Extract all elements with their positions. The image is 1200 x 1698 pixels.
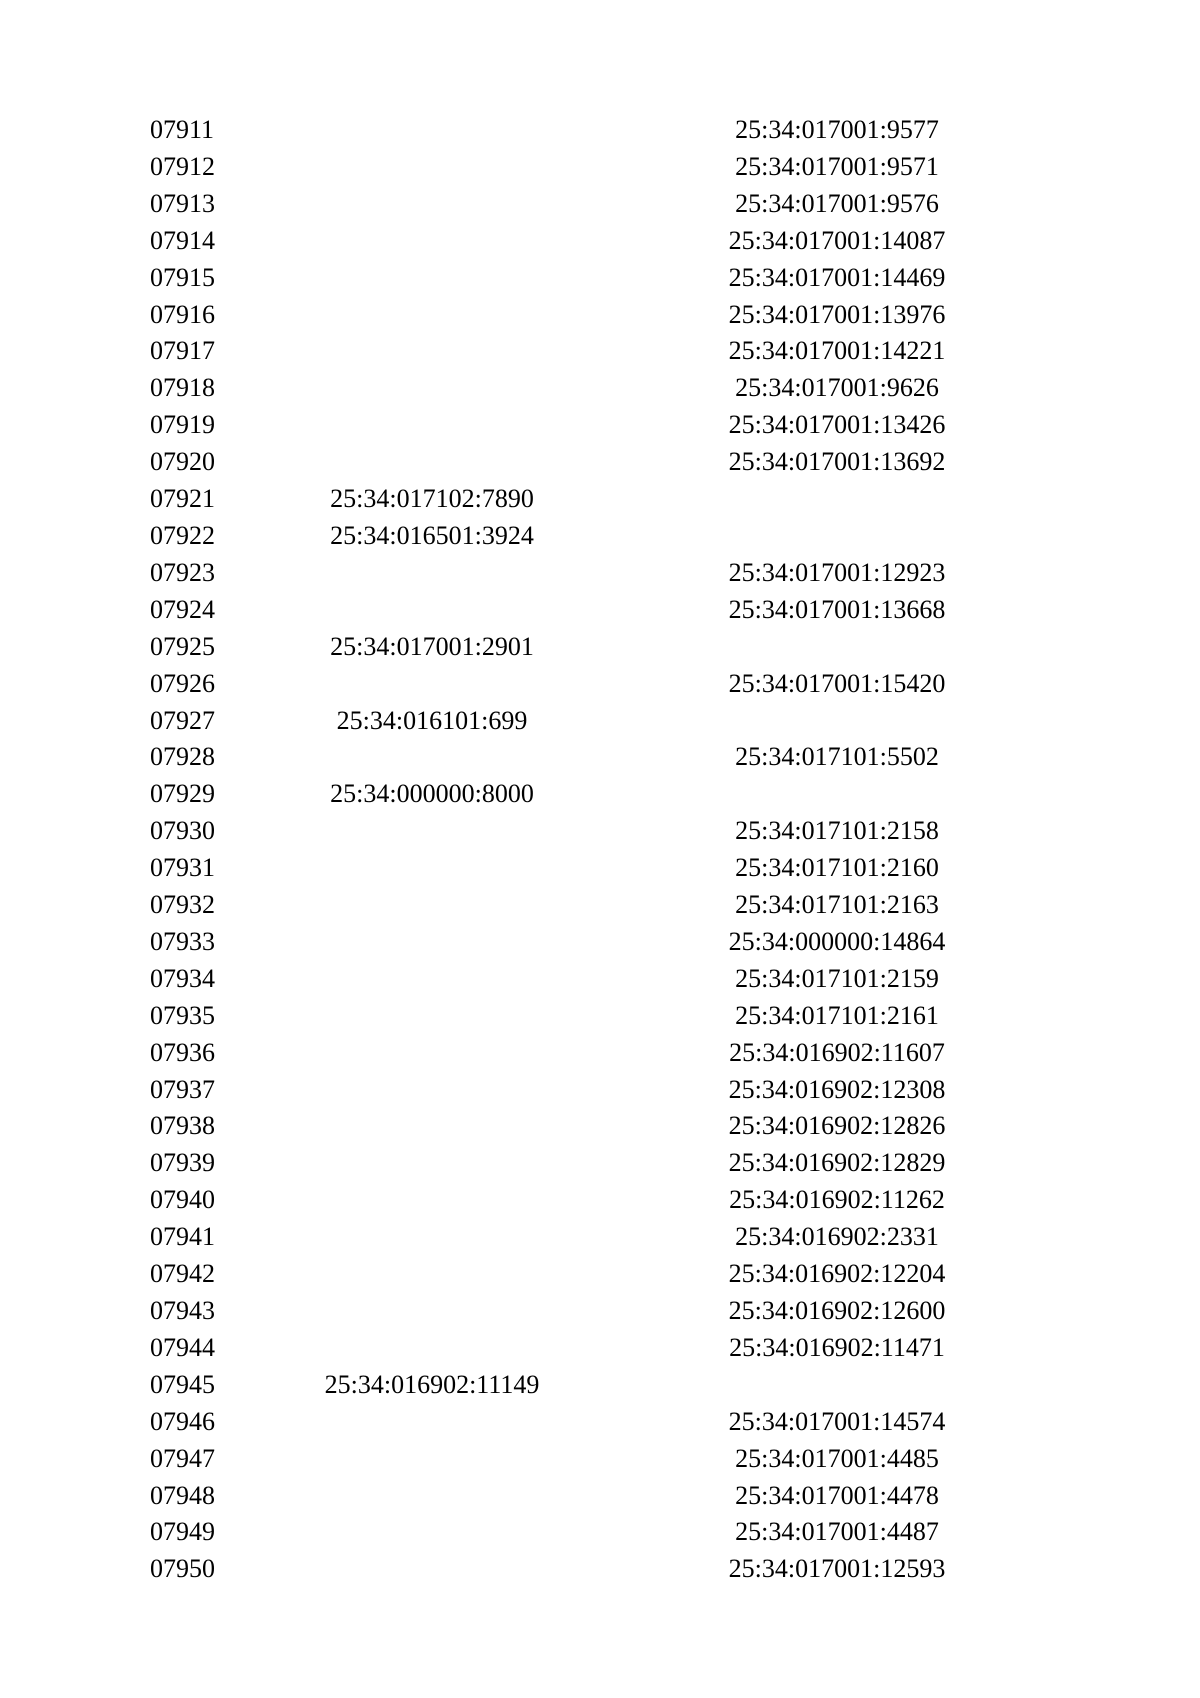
table-row bbox=[0, 260, 1200, 297]
cadastral-number-right: 25:34:017001:12593 bbox=[728, 1554, 946, 1584]
table-row bbox=[0, 1514, 1200, 1551]
cadastral-number-left: 25:34:017001:2901 bbox=[330, 631, 534, 661]
cadastral-number-right: 25:34:017001:13692 bbox=[728, 447, 946, 477]
table-row bbox=[0, 186, 1200, 223]
table-row bbox=[0, 703, 1200, 740]
row-number: 07935 bbox=[150, 1000, 215, 1030]
cadastral-number-right: 25:34:016902:12829 bbox=[728, 1148, 946, 1178]
cadastral-number-right: 25:34:017001:9576 bbox=[735, 188, 939, 218]
row-number: 07923 bbox=[150, 557, 215, 587]
row-number: 07943 bbox=[150, 1296, 215, 1325]
cadastral-number-left: 25:34:016501:3924 bbox=[330, 520, 534, 550]
row-number: 07926 bbox=[150, 668, 215, 698]
cadastral-number-right: 25:34:017101:2160 bbox=[735, 853, 939, 883]
row-number: 07920 bbox=[150, 447, 215, 477]
table-row bbox=[0, 1293, 1200, 1330]
row-number: 07911 bbox=[150, 115, 215, 144]
table-row bbox=[0, 1219, 1200, 1256]
table-row bbox=[0, 333, 1200, 370]
row-number: 07922 bbox=[150, 520, 215, 550]
table-row bbox=[0, 444, 1200, 481]
row-number: 07933 bbox=[150, 926, 215, 956]
cadastral-number-right: 25:34:017101:2163 bbox=[735, 890, 939, 920]
row-number: 07915 bbox=[150, 262, 215, 292]
cadastral-number-right: 25:34:017101:2159 bbox=[735, 963, 939, 993]
cadastral-number-right: 25:34:016902:12308 bbox=[728, 1074, 946, 1104]
row-number: 07914 bbox=[150, 225, 215, 255]
table-row bbox=[0, 112, 1200, 149]
cadastral-number-right: 25:34:017001:13426 bbox=[728, 410, 946, 440]
cadastral-number-right: 25:34:017001:4478 bbox=[735, 1480, 939, 1510]
row-number: 07930 bbox=[150, 816, 215, 846]
cadastral-number-left: 25:34:000000:8000 bbox=[330, 779, 534, 809]
row-number: 07934 bbox=[150, 963, 215, 993]
table-row bbox=[0, 739, 1200, 776]
table-row bbox=[0, 1441, 1200, 1478]
table-row bbox=[0, 149, 1200, 186]
table-row bbox=[0, 813, 1200, 850]
row-number: 07916 bbox=[150, 299, 215, 329]
table-row bbox=[0, 592, 1200, 629]
cadastral-number-right: 25:34:017001:12923 bbox=[728, 557, 946, 587]
table-row bbox=[0, 223, 1200, 260]
table-row bbox=[0, 407, 1200, 444]
row-number: 07912 bbox=[150, 151, 215, 181]
cadastral-number-left: 25:34:016101:699 bbox=[336, 705, 528, 735]
table-row bbox=[0, 1551, 1200, 1588]
record-table bbox=[0, 112, 1200, 1588]
row-number: 07931 bbox=[150, 853, 215, 883]
table-row bbox=[0, 1256, 1200, 1293]
row-number: 07919 bbox=[150, 410, 215, 440]
table-row bbox=[0, 1367, 1200, 1404]
cadastral-number-left: 25:34:016902:11149 bbox=[324, 1369, 540, 1399]
row-number: 07929 bbox=[150, 779, 215, 809]
table-row bbox=[0, 1404, 1200, 1441]
table-row bbox=[0, 924, 1200, 961]
table-row bbox=[0, 887, 1200, 924]
row-number: 07947 bbox=[150, 1443, 215, 1473]
row-number: 07937 bbox=[150, 1074, 215, 1104]
cadastral-number-right: 25:34:017001:15420 bbox=[728, 668, 946, 698]
table-row bbox=[0, 1108, 1200, 1145]
cadastral-number-right: 25:34:017101:2158 bbox=[735, 816, 939, 846]
row-number: 07941 bbox=[150, 1222, 215, 1252]
table-row bbox=[0, 961, 1200, 998]
table-row bbox=[0, 555, 1200, 592]
row-number: 07918 bbox=[150, 373, 215, 403]
cadastral-number-right: 25:34:017101:2161 bbox=[735, 1000, 939, 1030]
cadastral-number-left: 25:34:017102:7890 bbox=[330, 484, 534, 514]
cadastral-number-right: 25:34:017001:14574 bbox=[728, 1406, 946, 1436]
cadastral-number-right: 25:34:017001:9577 bbox=[735, 115, 939, 144]
row-number: 07938 bbox=[150, 1111, 215, 1141]
cadastral-number-right: 25:34:017001:13976 bbox=[728, 299, 946, 329]
cadastral-number-right: 25:34:016902:2331 bbox=[735, 1222, 939, 1252]
cadastral-number-right: 25:34:017101:5502 bbox=[735, 742, 939, 772]
row-number: 07927 bbox=[150, 705, 215, 735]
row-number: 07917 bbox=[150, 336, 215, 366]
cadastral-number-right: 25:34:016902:11471 bbox=[729, 1332, 945, 1362]
row-number: 07949 bbox=[150, 1517, 215, 1547]
table-row bbox=[0, 481, 1200, 518]
table-row bbox=[0, 850, 1200, 887]
cadastral-number-right: 25:34:017001:14469 bbox=[728, 262, 946, 292]
table-row bbox=[0, 518, 1200, 555]
table-row bbox=[0, 1330, 1200, 1367]
row-number: 07945 bbox=[150, 1369, 215, 1399]
cadastral-number-right: 25:34:000000:14864 bbox=[728, 926, 946, 956]
table-row bbox=[0, 666, 1200, 703]
table-row bbox=[0, 1072, 1200, 1109]
table-row bbox=[0, 998, 1200, 1035]
row-number: 07948 bbox=[150, 1480, 215, 1510]
table-row bbox=[0, 776, 1200, 813]
cadastral-number-right: 25:34:017001:14087 bbox=[728, 225, 946, 255]
cadastral-number-right: 25:34:016902:11262 bbox=[729, 1185, 945, 1215]
row-number: 07942 bbox=[150, 1259, 215, 1289]
cadastral-number-right: 25:34:017001:9626 bbox=[735, 373, 939, 403]
table-row bbox=[0, 1145, 1200, 1182]
row-number: 07928 bbox=[150, 742, 215, 772]
row-number: 07950 bbox=[150, 1554, 215, 1584]
cadastral-number-right: 25:34:016902:12826 bbox=[728, 1111, 946, 1141]
table-row bbox=[0, 1035, 1200, 1072]
cadastral-number-right: 25:34:017001:13668 bbox=[728, 594, 946, 624]
cadastral-number-right: 25:34:017001:4487 bbox=[735, 1517, 939, 1547]
table-row bbox=[0, 297, 1200, 334]
cadastral-number-right: 25:34:016902:11607 bbox=[729, 1037, 945, 1067]
row-number: 07924 bbox=[150, 594, 215, 624]
row-number: 07925 bbox=[150, 631, 215, 661]
cadastral-number-right: 25:34:016902:12204 bbox=[728, 1259, 946, 1289]
table-row bbox=[0, 1478, 1200, 1515]
row-number: 07939 bbox=[150, 1148, 215, 1178]
table-row bbox=[0, 629, 1200, 666]
row-number: 07932 bbox=[150, 890, 215, 920]
row-number: 07921 bbox=[150, 484, 215, 514]
row-number: 07940 bbox=[150, 1185, 215, 1215]
cadastral-number-right: 25:34:017001:9571 bbox=[735, 151, 939, 181]
cadastral-number-right: 25:34:017001:4485 bbox=[735, 1443, 939, 1473]
table-row bbox=[0, 370, 1200, 407]
cadastral-number-right: 25:34:017001:14221 bbox=[728, 336, 946, 366]
row-number: 07946 bbox=[150, 1406, 215, 1436]
cadastral-number-right: 25:34:016902:12600 bbox=[728, 1296, 946, 1325]
table-row bbox=[0, 1182, 1200, 1219]
row-number: 07944 bbox=[150, 1332, 215, 1362]
row-number: 07936 bbox=[150, 1037, 215, 1067]
row-number: 07913 bbox=[150, 188, 215, 218]
